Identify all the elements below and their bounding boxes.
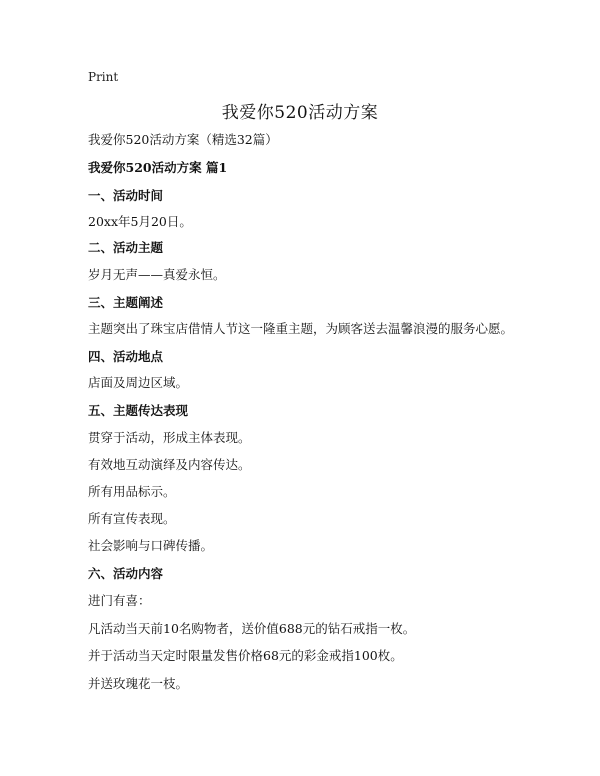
paragraph-expression-3: 所有用品标示。 [88,484,176,499]
paragraph-time: 20xx年5月20日。 [88,214,192,229]
paragraph-content-3: 并于活动当天定时限量发售价格68元的彩金戒指100枚。 [88,648,403,663]
section-heading-location: 四、活动地点 [88,349,164,364]
paragraph-expression-5: 社会影响与口碑传播。 [88,538,214,553]
paragraph-theme: 岁月无声——真爱永恒。 [88,267,226,282]
section-heading-expression: 五、主题传达表现 [88,403,189,418]
paragraph-expression-1: 贯穿于活动，形成主体表现。 [88,430,251,445]
paragraph-content-4: 并送玫瑰花一枝。 [88,676,189,691]
paragraph-content-2: 凡活动当天前10名购物者，送价值688元的钻石戒指一枚。 [88,621,416,636]
paragraph-content-1: 进门有喜： [88,593,151,608]
page-title: 我爱你520活动方案 [221,103,379,123]
document-subtitle: 我爱你520活动方案（精选32篇） [88,132,278,147]
paragraph-location: 店面及周边区域。 [88,375,189,390]
paragraph-expression-2: 有效地互动演绎及内容传达。 [88,457,251,472]
article-heading: 我爱你520活动方案 篇1 [88,160,228,175]
print-label: Print [88,70,119,84]
section-heading-content: 六、活动内容 [88,566,164,581]
section-heading-theme: 二、活动主题 [88,240,164,255]
paragraph-explanation: 主题突出了珠宝店借情人节这一隆重主题，为顾客送去温馨浪漫的服务心愿。 [88,321,514,336]
paragraph-expression-4: 所有宣传表现。 [88,511,176,526]
section-heading-time: 一、活动时间 [88,188,164,203]
section-heading-explanation: 三、主题阐述 [88,295,164,310]
